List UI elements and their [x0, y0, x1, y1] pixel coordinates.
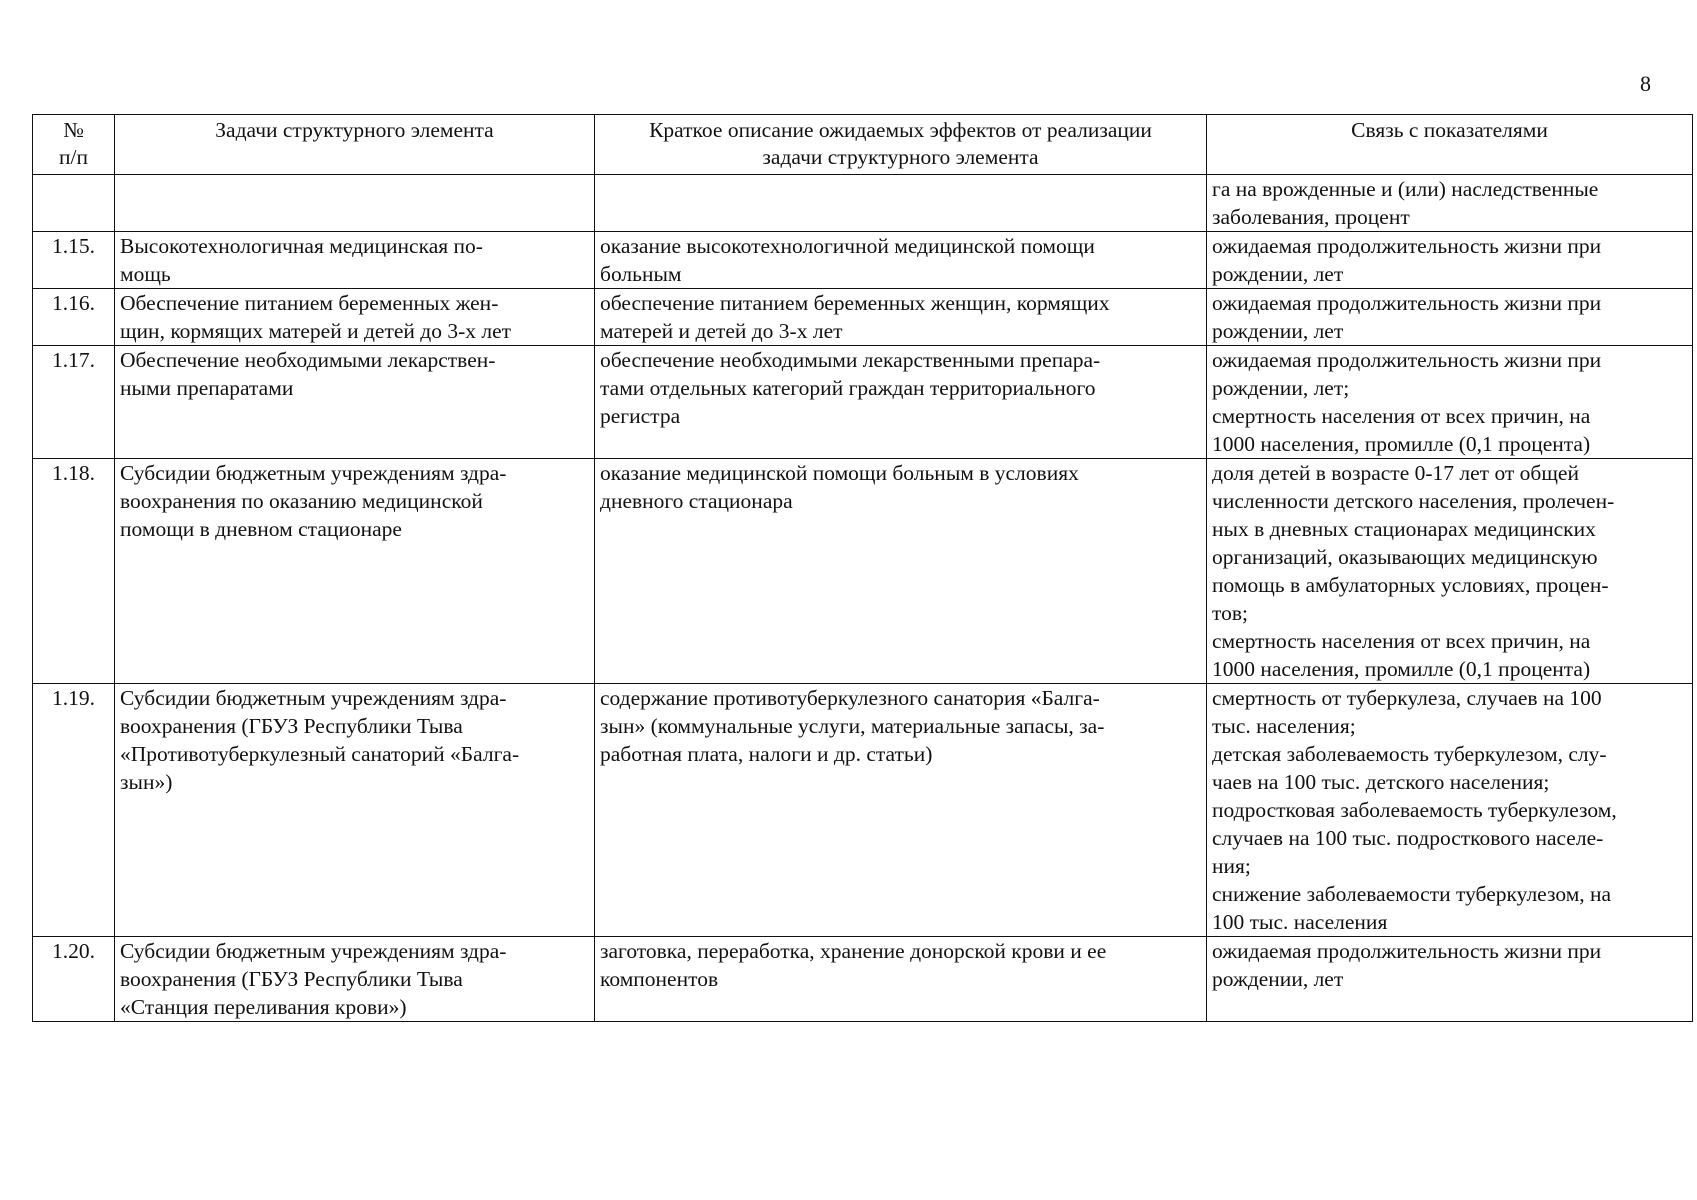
effect-line: работная плата, налоги и др. статьи)	[600, 742, 933, 766]
row-number: 1.20.	[33, 937, 115, 1022]
header-tasks	[115, 115, 595, 175]
indicators-line: детская заболеваемость туберкулезом, слу-	[1212, 742, 1607, 766]
effect-cell	[595, 346, 1207, 459]
indicators-line: рождении, лет	[1212, 319, 1344, 343]
table-row	[33, 346, 1693, 459]
header-indicators-text: Связь с показателями	[1351, 118, 1548, 142]
header-number-line: п/п	[59, 145, 88, 169]
indicators-cell	[1207, 175, 1693, 232]
indicators-cell	[1207, 232, 1693, 289]
task-line: щин, кормящих матерей и детей до 3-х лет	[120, 319, 512, 343]
indicators-cell	[1207, 346, 1693, 459]
table-body	[33, 175, 1693, 1022]
row-number: 1.18.	[33, 459, 115, 684]
effect-line: регистра	[600, 404, 681, 428]
task-cell	[115, 289, 595, 346]
indicators-cell	[1207, 937, 1693, 1022]
task-line: Субсидии бюджетным учреждениям здра-	[120, 939, 507, 963]
indicators-line: заболевания, процент	[1212, 205, 1410, 229]
task-line: мощь	[120, 262, 171, 286]
effect-line: обеспечение питанием беременных женщин, кормящих	[600, 291, 1110, 315]
indicators-line: случаев на 100 тыс. подросткового населе-	[1212, 826, 1604, 850]
indicators-line: ния;	[1212, 854, 1251, 878]
header-tasks-text: Задачи структурного элемента	[215, 118, 494, 142]
header-number-line: №	[63, 118, 84, 142]
effect-line: содержание противотуберкулезного санатория «Балга-	[600, 686, 1100, 710]
indicators-line: смертность от туберкулеза, случаев на 100	[1212, 686, 1602, 710]
indicators-line: га на врожденные и (или) наследственные	[1212, 177, 1599, 201]
table-row	[33, 175, 1693, 232]
table-row	[33, 289, 1693, 346]
effect-line: тами отдельных категорий граждан территориального	[600, 376, 1096, 400]
table-row	[33, 684, 1693, 937]
effect-line: зын» (коммунальные услуги, материальные запасы, за-	[600, 714, 1105, 738]
row-number: 1.17.	[33, 346, 115, 459]
task-cell	[115, 175, 595, 232]
row-number	[33, 175, 115, 232]
task-line: Субсидии бюджетным учреждениям здра-	[120, 461, 507, 485]
task-cell	[115, 459, 595, 684]
indicators-line: снижение заболеваемости туберкулезом, на	[1212, 882, 1612, 906]
effect-line: больным	[600, 262, 682, 286]
indicators-line: смертность населения от всех причин, на	[1212, 629, 1591, 653]
task-line: ными препаратами	[120, 376, 294, 400]
task-line: Высокотехнологичная медицинская по-	[120, 234, 483, 258]
effect-line: обеспечение необходимыми лекарственными препара-	[600, 348, 1101, 372]
task-line: воохранения по оказанию медицинской	[120, 489, 483, 513]
effect-cell	[595, 232, 1207, 289]
indicators-line: ожидаемая продолжительность жизни при	[1212, 234, 1602, 258]
indicators-line: ожидаемая продолжительность жизни при	[1212, 348, 1602, 372]
indicators-line: помощь в амбулаторных условиях, процен-	[1212, 573, 1609, 597]
effect-line: матерей и детей до 3-х лет	[600, 319, 843, 343]
row-number: 1.16.	[33, 289, 115, 346]
effect-cell	[595, 175, 1207, 232]
header-effects-line: задачи структурного элемента	[762, 145, 1039, 169]
indicators-line: тов;	[1212, 601, 1248, 625]
indicators-line: численности детского населения, пролечен-	[1212, 489, 1615, 513]
effect-line: оказание медицинской помощи больным в условиях	[600, 461, 1079, 485]
header-effects	[595, 115, 1207, 175]
task-line: помощи в дневном стационаре	[120, 517, 402, 541]
indicators-line: ных в дневных стационарах медицинских	[1212, 517, 1596, 541]
table-row	[33, 232, 1693, 289]
row-number: 1.19.	[33, 684, 115, 937]
indicators-line: ожидаемая продолжительность жизни при	[1212, 291, 1602, 315]
indicators-line: тыс. населения;	[1212, 714, 1356, 738]
task-line: воохранения (ГБУЗ Республики Тыва	[120, 714, 463, 738]
task-line: воохранения (ГБУЗ Республики Тыва	[120, 967, 463, 991]
task-line: «Противотуберкулезный санаторий «Балга-	[120, 742, 520, 766]
task-line: Обеспечение питанием беременных жен-	[120, 291, 499, 315]
tasks-table	[32, 114, 1693, 1022]
effect-line: оказание высокотехнологичной медицинской помощи	[600, 234, 1095, 258]
effect-cell	[595, 459, 1207, 684]
indicators-line: чаев на 100 тыс. детского населения;	[1212, 770, 1550, 794]
table-row	[33, 459, 1693, 684]
effect-line: дневного стационара	[600, 489, 793, 513]
indicators-line: ожидаемая продолжительность жизни при	[1212, 939, 1602, 963]
indicators-line: 1000 населения, промилле (0,1 процента)	[1212, 432, 1591, 456]
indicators-line: 100 тыс. населения	[1212, 910, 1388, 934]
task-line: Обеспечение необходимыми лекарствен-	[120, 348, 496, 372]
indicators-cell	[1207, 289, 1693, 346]
task-line: «Станция переливания крови»)	[120, 995, 407, 1019]
effect-cell	[595, 289, 1207, 346]
indicators-line: доля детей в возрасте 0-17 лет от общей	[1212, 461, 1579, 485]
indicators-line: смертность населения от всех причин, на	[1212, 404, 1591, 428]
task-line: зын»)	[120, 770, 173, 794]
task-line: Субсидии бюджетным учреждениям здра-	[120, 686, 507, 710]
effect-line: заготовка, переработка, хранение донорской крови и ее	[600, 939, 1107, 963]
indicators-line: 1000 населения, промилле (0,1 процента)	[1212, 657, 1591, 681]
task-cell	[115, 684, 595, 937]
row-number: 1.15.	[33, 232, 115, 289]
effect-cell	[595, 684, 1207, 937]
indicators-line: рождении, лет;	[1212, 376, 1350, 400]
header-number	[33, 115, 115, 175]
header-effects-line: Краткое описание ожидаемых эффектов от реализации	[649, 118, 1152, 142]
indicators-line: рождении, лет	[1212, 967, 1344, 991]
table-header-row	[33, 115, 1693, 175]
effect-cell	[595, 937, 1207, 1022]
page-number: 8	[1640, 71, 1651, 96]
task-cell	[115, 937, 595, 1022]
table-row	[33, 937, 1693, 1022]
indicators-cell	[1207, 684, 1693, 937]
indicators-line: подростковая заболеваемость туберкулезом,	[1212, 798, 1617, 822]
header-indicators	[1207, 115, 1693, 175]
indicators-line: организаций, оказывающих медицинскую	[1212, 545, 1598, 569]
indicators-cell	[1207, 459, 1693, 684]
indicators-line: рождении, лет	[1212, 262, 1344, 286]
task-cell	[115, 232, 595, 289]
effect-line: компонентов	[600, 967, 719, 991]
task-cell	[115, 346, 595, 459]
